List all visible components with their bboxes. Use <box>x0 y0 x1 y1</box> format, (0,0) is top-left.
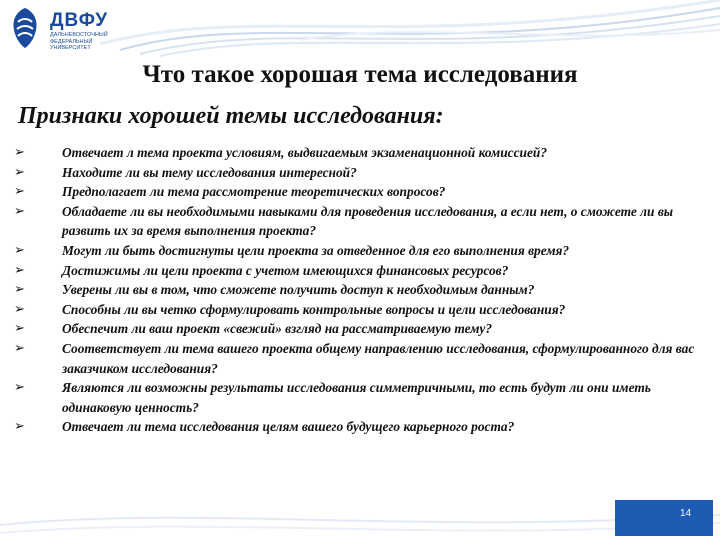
list-item <box>14 143 706 163</box>
footer-wave-lines <box>0 485 720 540</box>
page-number: 14 <box>680 508 692 519</box>
list-item-text: Находите ли вы тему исследования интересной? <box>62 164 357 180</box>
arrowhead-bullet-icon: ➢ <box>14 340 25 356</box>
list-item-text: Соответствует ли тема вашего проекта общему направлению исследования, сформулированного для вас заказчиком исследования? <box>62 340 695 376</box>
arrowhead-bullet-icon: ➢ <box>14 203 25 219</box>
list-item-text: Отвечает л тема проекта условиям, выдвигаемым экзаменационной комиссией? <box>62 145 548 160</box>
arrowhead-bullet-icon: ➢ <box>14 282 25 298</box>
list-item <box>14 261 706 281</box>
arrowhead-bullet-icon: ➢ <box>14 301 25 317</box>
arrowhead-bullet-icon: ➢ <box>14 164 25 180</box>
list-item-text: Способны ли вы четко сформулировать контрольные вопросы и цели исследования? <box>62 301 566 317</box>
list-item-text: Являются ли возможны результаты исследования симметричными, то есть будут ли они иметь одинаковую ценность? <box>62 380 651 415</box>
arrowhead-bullet-icon: ➢ <box>14 380 25 396</box>
list-item <box>14 163 706 183</box>
criteria-list <box>14 143 706 437</box>
logo-subtitle: ДАЛЬНЕВОСТОЧНЫЙ ФЕДЕРАЛЬНЫЙ УНИВЕРСИТЕТ <box>50 32 108 51</box>
page-number-box <box>615 500 713 536</box>
slide-subtitle: Признаки хорошей темы исследования: <box>18 103 444 129</box>
list-item-text: Уверены ли вы в том, что сможете получить доступ к необходимым данным? <box>62 282 535 298</box>
list-item <box>14 182 706 202</box>
list-item-text: Предполагает ли тема рассмотрение теоретических вопросов? <box>62 184 446 200</box>
arrowhead-bullet-icon: ➢ <box>14 145 25 160</box>
list-item <box>14 339 706 378</box>
logo-name: ДВФУ <box>50 10 109 31</box>
list-item <box>14 300 706 320</box>
list-item <box>14 241 706 261</box>
arrowhead-bullet-icon: ➢ <box>14 242 25 258</box>
slide-title: Что такое хорошая тема исследования <box>142 61 578 88</box>
list-item-text: Могут ли быть достигнуты цели проекта за отведенное для его выполнения время? <box>62 242 570 258</box>
list-item <box>14 378 706 417</box>
list-item-text: Обладаете ли вы необходимыми навыками для проведения исследования, а если нет, о сможете ли вы развить их за время выполнения проекта? <box>62 203 674 239</box>
footer-wave-decoration <box>0 485 720 540</box>
list-item-text: Достижимы ли цели проекта с учетом имеющихся финансовых ресурсов? <box>62 262 509 278</box>
arrowhead-bullet-icon: ➢ <box>14 184 25 200</box>
university-logo <box>8 6 108 52</box>
arrowhead-bullet-icon: ➢ <box>14 262 25 278</box>
arrowhead-bullet-icon: ➢ <box>14 419 25 435</box>
list-item-text: Обеспечит ли ваш проект «свежий» взгляд на рассматриваемую тему? <box>62 321 493 337</box>
logo-emblem-icon <box>8 6 42 50</box>
list-item <box>14 417 706 437</box>
list-item <box>14 319 706 339</box>
arrowhead-bullet-icon: ➢ <box>14 321 25 337</box>
list-item-text: Отвечает ли тема исследования целям вашего будущего карьерного роста? <box>62 419 515 435</box>
list-item <box>14 202 706 241</box>
list-item <box>14 280 706 300</box>
